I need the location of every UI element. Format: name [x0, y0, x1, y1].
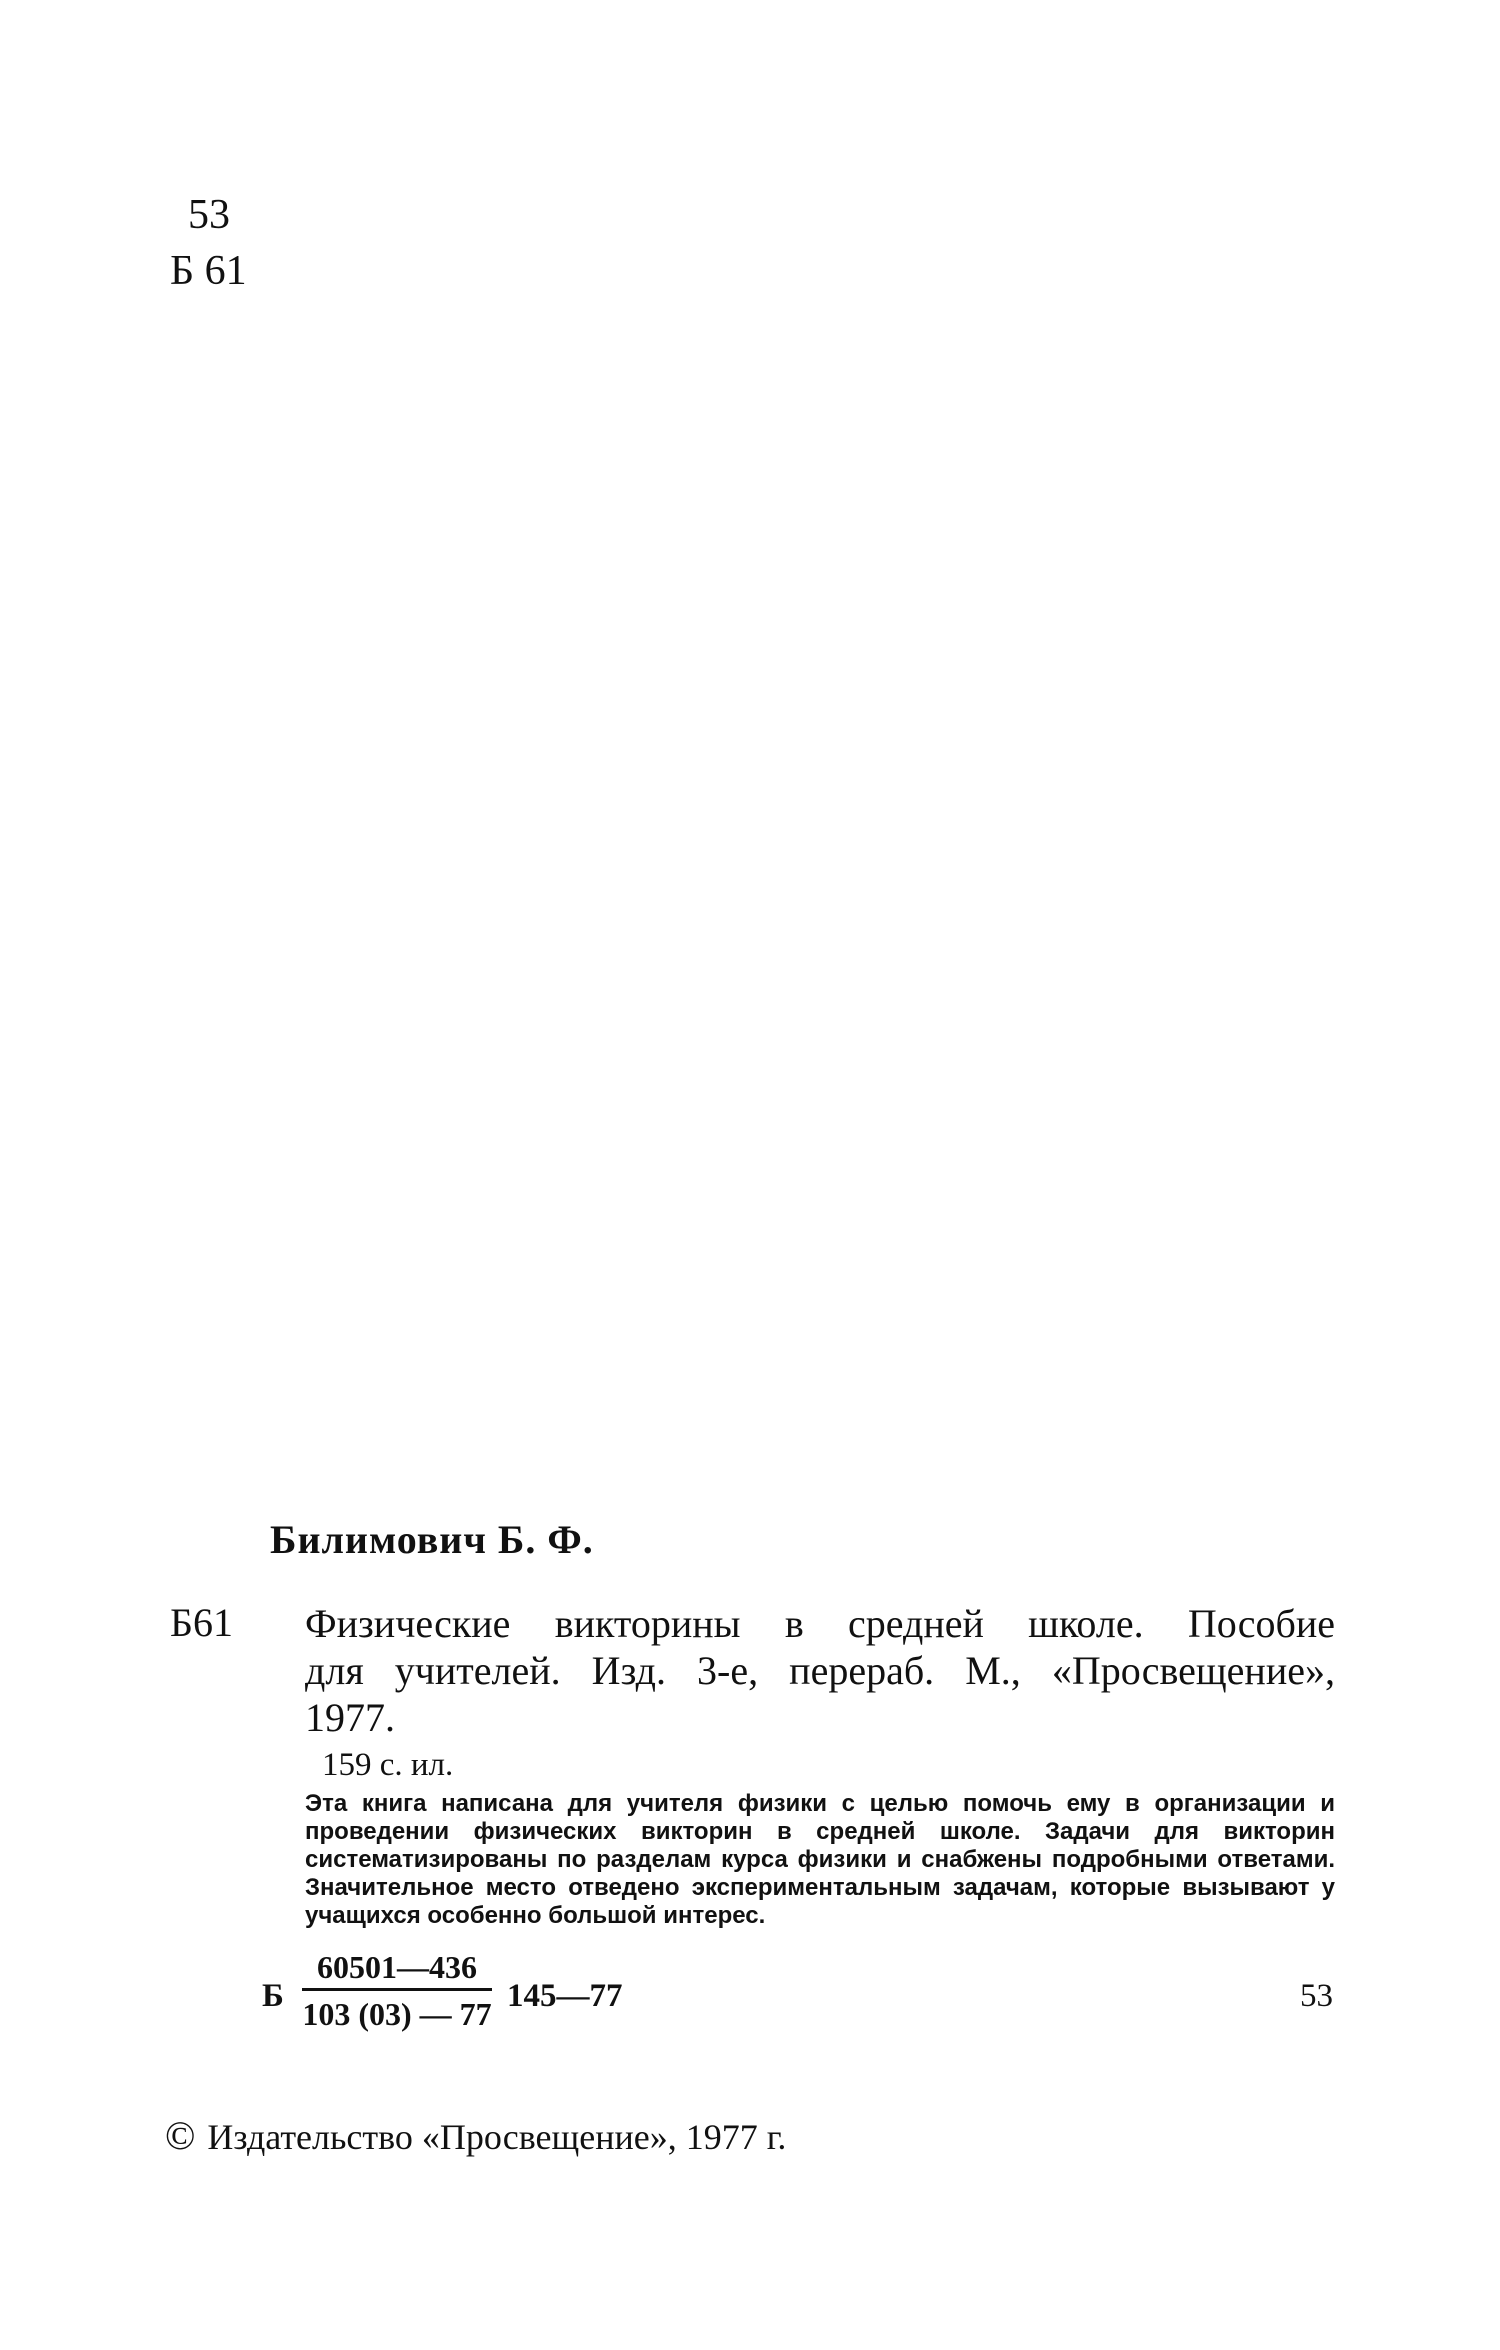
cipher-numerator: 60501—436 — [317, 1949, 477, 1985]
cipher-suffix: 145—77 — [507, 1978, 623, 2014]
udk-right: 53 — [1300, 1978, 1333, 2014]
title-line: Физические викторины в средней школе. Пособие — [305, 1601, 1335, 1646]
copyright-line — [165, 2112, 786, 2159]
author-name: Билимович Б. Ф. — [270, 1517, 594, 1562]
author-code: Б 61 — [170, 248, 247, 294]
fraction-rule — [302, 1988, 492, 1991]
entry-code: Б61 — [170, 1600, 233, 1645]
book-title — [305, 1600, 1335, 1741]
copyright-text: Издательство «Просвещение», 1977 г. — [207, 2117, 787, 2157]
publication-cipher — [262, 1948, 702, 2038]
title-line: 1977. — [305, 1695, 395, 1740]
page-count: 159 с. ил. — [322, 1747, 454, 1783]
udk-number: 53 — [188, 192, 230, 238]
cipher-prefix: Б — [262, 1978, 284, 2014]
cipher-denominator: 103 (03) — 77 — [302, 1996, 492, 2032]
copyright-icon: © — [165, 2113, 196, 2158]
title-line: для учителей. Изд. 3-е, перераб. М., «Просвещение», — [305, 1648, 1335, 1693]
annotation: Эта книга написана для учителя физики с целью помочь ему в организации и проведении физических викторин в средней школе. Задачи для викторин систематизированы по разделам курса физики и снабжены подробными ответами. Значительное место отведено экспериментальным задачам, которые вызывают у учащихся особенно большой интерес. — [305, 1790, 1335, 1929]
cipher-fraction — [302, 1948, 492, 2033]
